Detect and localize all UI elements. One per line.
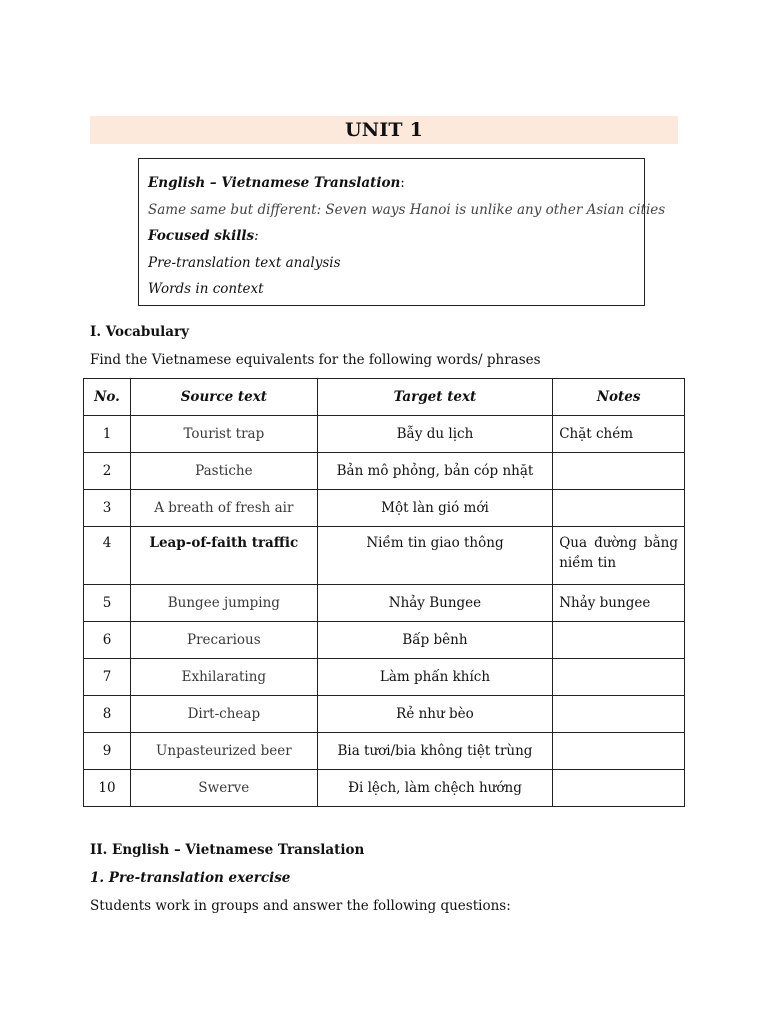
group-work-instruction: Students work in groups and answer the following questions: xyxy=(90,898,511,914)
source-text-cell: Dirt-cheap xyxy=(130,696,317,733)
column-header-no: No. xyxy=(84,379,131,416)
table-row xyxy=(84,622,685,659)
skill-item: Words in context xyxy=(148,281,264,297)
notes-cell xyxy=(553,733,685,770)
notes-cell: Qua đường bằng niềm tin xyxy=(553,527,685,585)
translation-label: English – Vietnamese Translation xyxy=(148,175,401,191)
target-text-cell: Đi lệch, làm chệch hướng xyxy=(317,770,552,807)
row-number: 5 xyxy=(84,585,131,622)
row-number: 3 xyxy=(84,490,131,527)
table-row xyxy=(84,453,685,490)
notes-cell xyxy=(553,453,685,490)
source-text-cell: Bungee jumping xyxy=(130,585,317,622)
target-text-cell: Bản mô phỏng, bản cóp nhặt xyxy=(317,453,552,490)
unit-title: UNIT 1 xyxy=(345,119,423,141)
table-row xyxy=(84,659,685,696)
row-number: 8 xyxy=(84,696,131,733)
source-text-cell: Precarious xyxy=(130,622,317,659)
translation-label-line xyxy=(148,173,635,200)
unit-title-bar xyxy=(90,116,678,144)
source-text-cell: Swerve xyxy=(130,770,317,807)
table-row xyxy=(84,490,685,527)
target-text-cell: Niềm tin giao thông xyxy=(317,527,552,585)
translation-section-heading: II. English – Vietnamese Translation xyxy=(90,842,365,858)
pre-translation-subheading: 1. Pre-translation exercise xyxy=(90,870,291,886)
target-text-cell: Bia tươi/bia không tiệt trùng xyxy=(317,733,552,770)
source-text-cell: Exhilarating xyxy=(130,659,317,696)
notes-cell xyxy=(553,622,685,659)
translation-subtitle: Same same but different: Seven ways Hanoi is unlike any other Asian cities xyxy=(148,201,666,218)
target-text-cell: Nhảy Bungee xyxy=(317,585,552,622)
vocabulary-instruction: Find the Vietnamese equivalents for the following words/ phrases xyxy=(90,352,541,368)
source-text-cell: Tourist trap xyxy=(130,416,317,453)
skills-label-line xyxy=(148,226,635,253)
target-text-cell: Làm phấn khích xyxy=(317,659,552,696)
skills-label: Focused skills xyxy=(148,228,255,244)
table-row xyxy=(84,696,685,733)
skills-label-colon: : xyxy=(254,228,259,244)
row-number: 6 xyxy=(84,622,131,659)
target-text-cell: Bấp bênh xyxy=(317,622,552,659)
notes-cell xyxy=(553,659,685,696)
source-text-cell: A breath of fresh air xyxy=(130,490,317,527)
table-header-row xyxy=(84,379,685,416)
target-text-cell: Bẫy du lịch xyxy=(317,416,552,453)
row-number: 4 xyxy=(84,527,131,585)
column-header-source: Source text xyxy=(130,379,317,416)
table-row xyxy=(84,770,685,807)
vocabulary-heading: I. Vocabulary xyxy=(90,324,190,340)
skill-item: Pre-translation text analysis xyxy=(148,254,341,271)
notes-cell xyxy=(553,696,685,733)
column-header-target: Target text xyxy=(317,379,552,416)
notes-cell xyxy=(553,770,685,807)
source-text-cell: Pastiche xyxy=(130,453,317,490)
source-text-cell: Unpasteurized beer xyxy=(130,733,317,770)
unit-info-box xyxy=(138,158,666,306)
row-number: 10 xyxy=(84,770,131,807)
notes-cell: Nhảy bungee xyxy=(553,585,685,622)
row-number: 2 xyxy=(84,453,131,490)
source-text-cell: Leap-of-faith traffic xyxy=(130,527,317,585)
vocabulary-table xyxy=(83,378,685,807)
table-row xyxy=(84,585,685,622)
table-row xyxy=(84,416,685,453)
target-text-cell: Rẻ như bèo xyxy=(317,696,552,733)
notes-cell: Chặt chém xyxy=(553,416,685,453)
notes-cell xyxy=(553,490,685,527)
translation-label-colon: : xyxy=(400,175,405,191)
row-number: 9 xyxy=(84,733,131,770)
target-text-cell: Một làn gió mới xyxy=(317,490,552,527)
column-header-notes: Notes xyxy=(553,379,685,416)
table-row xyxy=(84,527,685,585)
row-number: 1 xyxy=(84,416,131,453)
row-number: 7 xyxy=(84,659,131,696)
table-row xyxy=(84,733,685,770)
